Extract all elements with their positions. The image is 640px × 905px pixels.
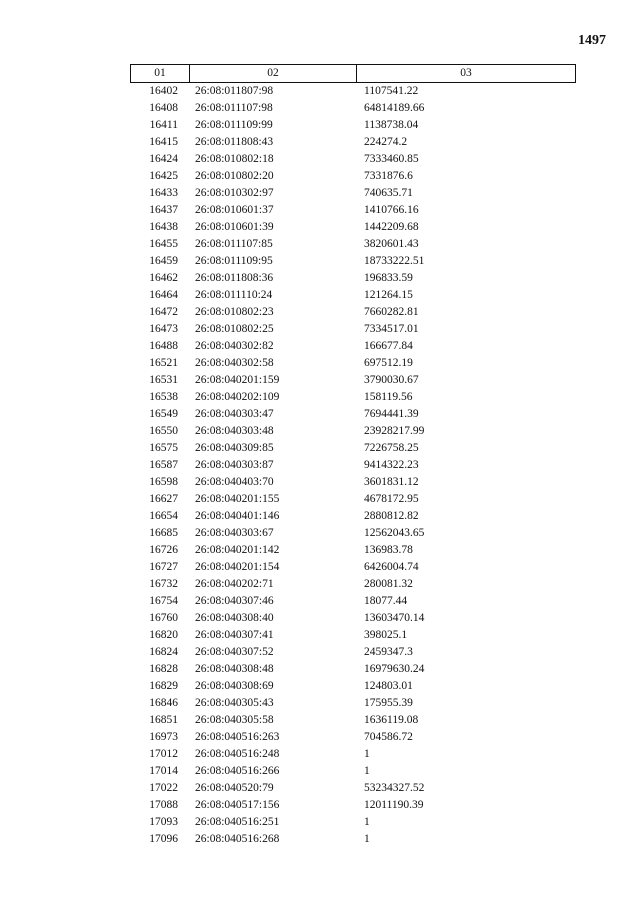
row-id-cell: 16846 (149, 697, 178, 709)
row-id-cell: 16973 (149, 731, 178, 743)
row-id-cell: 16438 (149, 221, 178, 233)
cadastral-number-cell: 26:08:040305:58 (195, 714, 274, 726)
table-row (130, 338, 576, 355)
cadastral-number-cell: 26:08:040309:85 (195, 442, 274, 454)
row-id-cell: 16627 (149, 493, 178, 505)
cadastral-number-cell: 26:08:040303:47 (195, 408, 274, 420)
table-row (130, 627, 576, 644)
row-id-cell: 16654 (149, 510, 178, 522)
value-cell: 53234327.52 (364, 782, 425, 794)
table-row (130, 440, 576, 457)
cadastral-number-cell: 26:08:040516:248 (195, 748, 280, 760)
row-id-cell: 16587 (149, 459, 178, 471)
value-cell: 3790030.67 (364, 374, 419, 386)
value-cell: 7334517.01 (364, 323, 419, 335)
row-id-cell: 17088 (149, 799, 178, 811)
table-row (130, 117, 576, 134)
cadastral-number-cell: 26:08:040307:46 (195, 595, 274, 607)
table-row (130, 253, 576, 270)
cadastral-number-cell: 26:08:010802:20 (195, 170, 274, 182)
value-cell: 2880812.82 (364, 510, 419, 522)
cadastral-number-cell: 26:08:040403:70 (195, 476, 274, 488)
row-id-cell: 16760 (149, 612, 178, 624)
row-id-cell: 16415 (149, 136, 178, 148)
row-id-cell: 16408 (149, 102, 178, 114)
value-cell: 12011190.39 (364, 799, 424, 811)
row-id-cell: 16828 (149, 663, 178, 675)
cadastral-number-cell: 26:08:040302:58 (195, 357, 274, 369)
value-cell: 1 (364, 816, 370, 828)
header-col-01: 01 (131, 65, 190, 82)
table-row (130, 814, 576, 831)
cadastral-number-cell: 26:08:011110:24 (195, 289, 273, 301)
table-row (130, 474, 576, 491)
table-row (130, 202, 576, 219)
row-id-cell: 16531 (149, 374, 178, 386)
cadastral-number-cell: 26:08:040308:48 (195, 663, 274, 675)
cadastral-number-cell: 26:08:040305:43 (195, 697, 274, 709)
value-cell: 224274.2 (364, 136, 408, 148)
value-cell: 12562043.65 (364, 527, 425, 539)
table-row (130, 695, 576, 712)
data-table (130, 64, 576, 848)
cadastral-number-cell: 26:08:011107:98 (195, 102, 273, 114)
row-id-cell: 16550 (149, 425, 178, 437)
value-cell: 124803.01 (364, 680, 413, 692)
row-id-cell: 16726 (149, 544, 178, 556)
cadastral-number-cell: 26:08:011808:36 (195, 272, 274, 284)
value-cell: 1636119.08 (364, 714, 419, 726)
value-cell: 1138738.04 (364, 119, 419, 131)
cadastral-number-cell: 26:08:040201:159 (195, 374, 280, 386)
cadastral-number-cell: 26:08:040201:154 (195, 561, 280, 573)
cadastral-number-cell: 26:08:010601:37 (195, 204, 274, 216)
value-cell: 740635.71 (364, 187, 413, 199)
row-id-cell: 16851 (149, 714, 178, 726)
page-number: 1497 (578, 33, 606, 48)
cadastral-number-cell: 26:08:040516:263 (195, 731, 280, 743)
table-row (130, 355, 576, 372)
cadastral-number-cell: 26:08:040516:251 (195, 816, 280, 828)
row-id-cell: 16455 (149, 238, 178, 250)
value-cell: 196833.59 (364, 272, 413, 284)
value-cell: 7226758.25 (364, 442, 419, 454)
row-id-cell: 16685 (149, 527, 178, 539)
table-row (130, 185, 576, 202)
value-cell: 1 (364, 765, 370, 777)
value-cell: 1107541.22 (364, 85, 419, 97)
value-cell: 398025.1 (364, 629, 408, 641)
value-cell: 3820601.43 (364, 238, 419, 250)
value-cell: 18733222.51 (364, 255, 425, 267)
row-id-cell: 16464 (149, 289, 178, 301)
row-id-cell: 16521 (149, 357, 178, 369)
table-row (130, 559, 576, 576)
cadastral-number-cell: 26:08:040201:142 (195, 544, 280, 556)
table-row (130, 287, 576, 304)
table-row (130, 304, 576, 321)
cadastral-number-cell: 26:08:010802:25 (195, 323, 274, 335)
value-cell: 6426004.74 (364, 561, 419, 573)
table-row (130, 457, 576, 474)
row-id-cell: 17022 (149, 782, 178, 794)
row-id-cell: 16488 (149, 340, 178, 352)
table-row (130, 270, 576, 287)
row-id-cell: 16820 (149, 629, 178, 641)
table-row (130, 542, 576, 559)
row-id-cell: 16462 (149, 272, 178, 284)
value-cell: 64814189.66 (364, 102, 425, 114)
header-col-03: 03 (460, 67, 472, 79)
row-id-cell: 16549 (149, 408, 178, 420)
row-id-cell: 16437 (149, 204, 178, 216)
cadastral-number-cell: 26:08:040516:266 (195, 765, 280, 777)
table-row (130, 134, 576, 151)
table-row (130, 168, 576, 185)
row-id-cell: 16411 (149, 119, 178, 131)
value-cell: 3601831.12 (364, 476, 419, 488)
table-row (130, 321, 576, 338)
value-cell: 704586.72 (364, 731, 413, 743)
row-id-cell: 16472 (149, 306, 178, 318)
cadastral-number-cell: 26:08:011109:99 (195, 119, 273, 131)
row-id-cell: 16424 (149, 153, 178, 165)
cadastral-number-cell: 26:08:010802:18 (195, 153, 274, 165)
table-row (130, 406, 576, 423)
cadastral-number-cell: 26:08:040303:67 (195, 527, 274, 539)
cadastral-number-cell: 26:08:011807:98 (195, 85, 274, 97)
cadastral-number-cell: 26:08:040308:69 (195, 680, 274, 692)
table-row (130, 797, 576, 814)
row-id-cell: 16473 (149, 323, 178, 335)
row-id-cell: 16402 (149, 85, 178, 97)
table-row (130, 661, 576, 678)
table-row (130, 423, 576, 440)
row-id-cell: 16727 (149, 561, 178, 573)
value-cell: 7660282.81 (364, 306, 419, 318)
row-id-cell: 16824 (149, 646, 178, 658)
cadastral-number-cell: 26:08:040303:87 (195, 459, 274, 471)
value-cell: 7331876.6 (364, 170, 413, 182)
table-row (130, 729, 576, 746)
cadastral-number-cell: 26:08:011808:43 (195, 136, 274, 148)
table-row (130, 83, 576, 100)
cadastral-number-cell: 26:08:040201:155 (195, 493, 280, 505)
value-cell: 7333460.85 (364, 153, 419, 165)
value-cell: 121264.15 (364, 289, 413, 301)
table-row (130, 100, 576, 117)
table-row (130, 593, 576, 610)
row-id-cell: 16459 (149, 255, 178, 267)
value-cell: 1442209.68 (364, 221, 419, 233)
table-row (130, 508, 576, 525)
row-id-cell: 16433 (149, 187, 178, 199)
table-row (130, 780, 576, 797)
header-col-02: 02 (190, 65, 357, 82)
cadastral-number-cell: 26:08:040303:48 (195, 425, 274, 437)
value-cell: 175955.39 (364, 697, 413, 709)
value-cell: 136983.78 (364, 544, 413, 556)
table-row (130, 491, 576, 508)
value-cell: 4678172.95 (364, 493, 419, 505)
table-row (130, 678, 576, 695)
value-cell: 23928217.99 (364, 425, 425, 437)
row-id-cell: 16575 (149, 442, 178, 454)
cadastral-number-cell: 26:08:040308:40 (195, 612, 274, 624)
cadastral-number-cell: 26:08:040202:109 (195, 391, 280, 403)
value-cell: 13603470.14 (364, 612, 425, 624)
value-cell: 1410766.16 (364, 204, 419, 216)
row-id-cell: 16598 (149, 476, 178, 488)
value-cell: 16979630.24 (364, 663, 425, 675)
table-row (130, 712, 576, 729)
value-cell: 280081.32 (364, 578, 413, 590)
cadastral-number-cell: 26:08:040516:268 (195, 833, 280, 845)
value-cell: 697512.19 (364, 357, 413, 369)
cadastral-number-cell: 26:08:010601:39 (195, 221, 274, 233)
cadastral-number-cell: 26:08:040302:82 (195, 340, 274, 352)
table-body (130, 83, 576, 848)
table-row (130, 219, 576, 236)
cadastral-number-cell: 26:08:011107:85 (195, 238, 273, 250)
cadastral-number-cell: 26:08:040520:79 (195, 782, 274, 794)
table-header (130, 64, 576, 83)
table-row (130, 610, 576, 627)
table-row (130, 372, 576, 389)
cadastral-number-cell: 26:08:040517:156 (195, 799, 280, 811)
table-row (130, 831, 576, 848)
cadastral-number-cell: 26:08:010302:97 (195, 187, 274, 199)
row-id-cell: 16538 (149, 391, 178, 403)
table-row (130, 151, 576, 168)
row-id-cell: 17012 (149, 748, 178, 760)
value-cell: 18077.44 (364, 595, 408, 607)
value-cell: 158119.56 (364, 391, 413, 403)
cadastral-number-cell: 26:08:040307:41 (195, 629, 274, 641)
row-id-cell: 16754 (149, 595, 178, 607)
row-id-cell: 16425 (149, 170, 178, 182)
cadastral-number-cell: 26:08:040202:71 (195, 578, 274, 590)
value-cell: 9414322.23 (364, 459, 419, 471)
row-id-cell: 17093 (149, 816, 178, 828)
cadastral-number-cell: 26:08:010802:23 (195, 306, 274, 318)
value-cell: 166677.84 (364, 340, 413, 352)
table-row (130, 746, 576, 763)
table-row (130, 763, 576, 780)
table-row (130, 236, 576, 253)
value-cell: 7694441.39 (364, 408, 419, 420)
cadastral-number-cell: 26:08:040401:146 (195, 510, 280, 522)
table-row (130, 644, 576, 661)
table-row (130, 389, 576, 406)
cadastral-number-cell: 26:08:040307:52 (195, 646, 274, 658)
row-id-cell: 16829 (149, 680, 178, 692)
row-id-cell: 17096 (149, 833, 178, 845)
table-row (130, 525, 576, 542)
row-id-cell: 17014 (149, 765, 178, 777)
value-cell: 2459347.3 (364, 646, 413, 658)
cadastral-number-cell: 26:08:011109:95 (195, 255, 273, 267)
value-cell: 1 (364, 748, 370, 760)
row-id-cell: 16732 (149, 578, 178, 590)
table-row (130, 576, 576, 593)
value-cell: 1 (364, 833, 370, 845)
